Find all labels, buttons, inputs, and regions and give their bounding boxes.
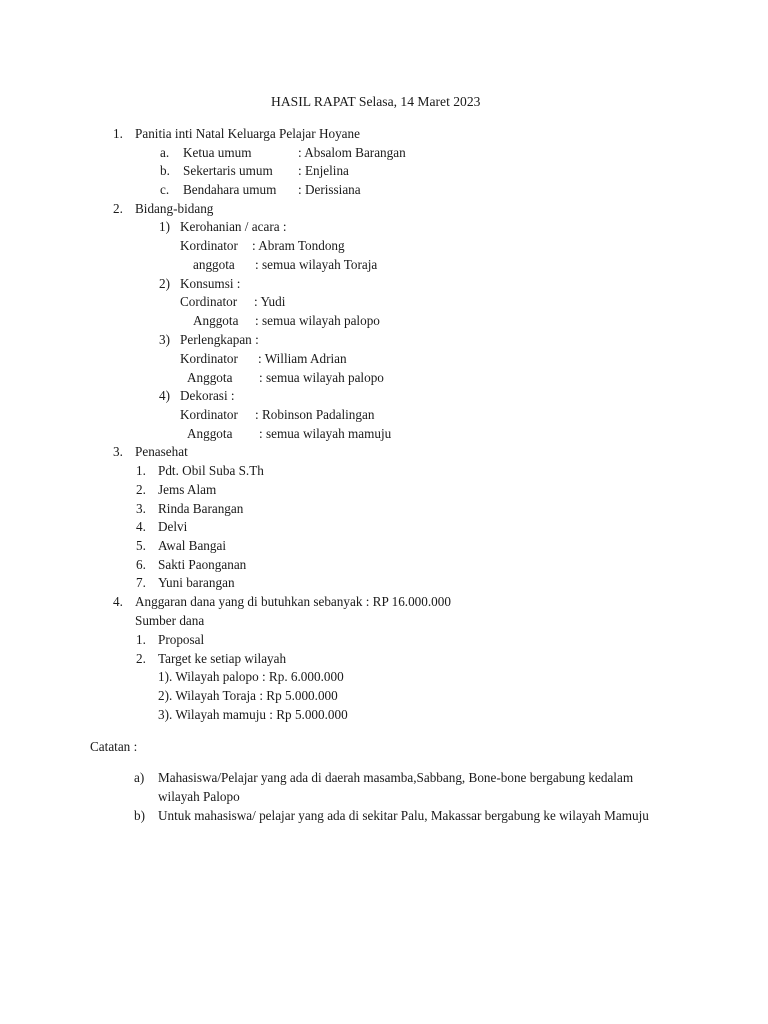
region-target: 2). Wilayah Toraja : Rp 5.000.000 [158,688,338,703]
sub-heading: Sumber dana [135,613,205,628]
advisor-name: Rinda Barangan [158,501,244,516]
list-number: 2. [113,201,123,216]
member-value: : semua wilayah Toraja [255,257,378,272]
list-marker: 1. [136,463,146,478]
member-label: anggota [193,257,235,272]
list-marker: a) [134,770,145,785]
note-text-continued: wilayah Palopo [158,789,240,804]
section-heading: Panitia inti Natal Keluarga Pelajar Hoyane [135,126,360,141]
list-marker: 3. [136,501,146,516]
list-number: 1. [113,126,123,141]
advisor-name: Sakti Paonganan [158,557,247,572]
lead-value: : Yudi [254,294,286,309]
advisor-name: Jems Alam [158,482,217,497]
lead-value: : Abram Tondong [252,238,345,253]
list-marker: 2. [136,482,146,497]
role-value: : Absalom Barangan [298,145,406,160]
member-label: Anggota [193,313,239,328]
fund-source: Target ke setiap wilayah [158,651,287,666]
list-marker: 7. [136,575,146,590]
lead-label: Kordinator [180,238,238,253]
list-number: 4. [113,594,123,609]
member-label: Anggota [187,370,233,385]
list-marker: 3) [159,332,170,347]
section-heading: Bidang-bidang [135,201,214,216]
member-value: : semua wilayah palopo [259,370,384,385]
fund-source: Proposal [158,632,205,647]
role-value: : Derissiana [298,182,361,197]
division-name: Dekorasi : [180,388,235,403]
list-marker: c. [160,182,170,197]
list-marker: 4. [136,519,146,534]
list-number: 3. [113,444,123,459]
list-marker: 1) [159,219,170,234]
member-value: : semua wilayah mamuju [259,426,392,441]
list-marker: 2) [159,276,170,291]
division-name: Kerohanian / acara : [180,219,287,234]
advisor-name: Awal Bangai [158,538,227,553]
list-marker: 6. [136,557,146,572]
list-marker: a. [160,145,170,160]
list-marker: b. [160,163,170,178]
list-marker: 2. [136,651,146,666]
list-marker: b) [134,808,145,823]
role-label: Ketua umum [183,145,252,160]
region-target: 3). Wilayah mamuju : Rp 5.000.000 [158,707,348,722]
lead-value: : Robinson Padalingan [255,407,375,422]
list-marker: 1. [136,632,146,647]
section-heading: Anggaran dana yang di butuhkan sebanyak : RP 16.000.000 [135,594,451,609]
member-label: Anggota [187,426,233,441]
division-name: Perlengkapan : [180,332,259,347]
lead-label: Kordinator [180,407,238,422]
lead-label: Kordinator [180,351,238,366]
member-value: : semua wilayah palopo [255,313,380,328]
document-title: HASIL RAPAT Selasa, 14 Maret 2023 [271,94,481,109]
division-name: Konsumsi : [180,276,241,291]
notes-label: Catatan : [90,739,138,754]
lead-label: Cordinator [180,294,238,309]
role-label: Sekertaris umum [183,163,273,178]
role-value: : Enjelina [298,163,349,178]
list-marker: 4) [159,388,170,403]
note-text: Untuk mahasiswa/ pelajar yang ada di sekitar Palu, Makassar bergabung ke wilayah Mamuju [158,808,649,823]
region-target: 1). Wilayah palopo : Rp. 6.000.000 [158,669,344,684]
section-heading: Penasehat [135,444,188,459]
note-text: Mahasiswa/Pelajar yang ada di daerah masamba,Sabbang, Bone-bone bergabung kedalam [158,770,634,785]
lead-value: : William Adrian [258,351,347,366]
advisor-name: Delvi [158,519,188,534]
advisor-name: Yuni barangan [158,575,235,590]
role-label: Bendahara umum [183,182,277,197]
list-marker: 5. [136,538,146,553]
advisor-name: Pdt. Obil Suba S.Th [158,463,264,478]
